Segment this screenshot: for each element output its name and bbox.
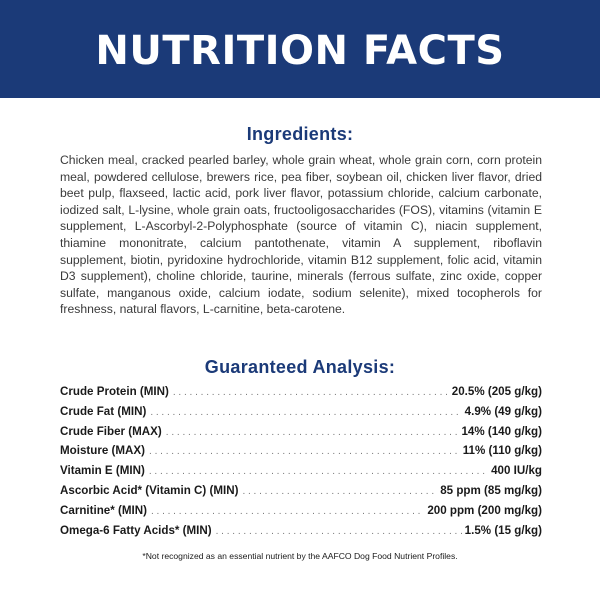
analysis-row-vitamin-e — [60, 464, 542, 484]
analysis-label: Vitamin E (MIN) — [60, 464, 145, 478]
analysis-label: Carnitine* (MIN) — [60, 503, 147, 517]
analysis-row-omega-6 — [60, 524, 542, 544]
analysis-value: 400 IU/kg — [491, 464, 542, 478]
footnote: *Not recognized as an essential nutrient by the AAFCO Dog Food Nutrient Profiles. — [142, 551, 458, 561]
analysis-value: 85 ppm (85 mg/kg) — [440, 483, 542, 497]
guaranteed-analysis-list — [60, 385, 542, 543]
analysis-label: Crude Fat (MIN) — [60, 404, 147, 418]
analysis-label: Ascorbic Acid* (Vitamin C) (MIN) — [60, 483, 239, 497]
ingredients-heading: Ingredients: — [246, 124, 354, 144]
header-banner — [0, 0, 600, 98]
analysis-label: Moisture (MAX) — [60, 444, 146, 458]
dot-leader — [150, 407, 461, 418]
analysis-value: 1.5% (15 g/kg) — [464, 523, 542, 537]
analysis-value: 20.5% (205 g/kg) — [451, 385, 542, 398]
analysis-label: Crude Protein (MIN) — [60, 385, 169, 398]
dot-leader — [242, 486, 437, 497]
dot-leader — [151, 506, 424, 517]
analysis-value: 4.9% (49 g/kg) — [464, 404, 542, 418]
analysis-row-carnitine — [60, 504, 542, 524]
analysis-row-crude-protein — [60, 385, 542, 405]
ingredients-text: Chicken meal, cracked pearled barley, whole grain wheat, whole grain corn, corn protein meal, powdered cellulose, brewers rice, pea fiber, soybean oil, chicken liver flavor, dried beet pulp, flaxseed, lactic acid, pork liver flavor, potassium chloride, calcium carbonate, iodized salt, L-lysine, whole grain oats, fructooligosaccharides (FOS), vitamins (vitamin E supplement, L-Ascorbyl-2-Polyphosphate (source of vitamin C), niacin supplement, thiamine mononitrate, calcium pantothenate, vitamin A supplement, riboflavin supplement, biotin, pyridoxine hydrochloride, vitamin B12 supplement, folic acid, vitamin D3 supplement), choline chloride, taurine, minerals (ferrous sulfate, zinc oxide, copper sulfate, manganous oxide, calcium iodate, sodium selenite), mixed tocopherols for freshness, natural flavors, L-carnitine, beta-carotene. — [60, 153, 542, 317]
dot-leader — [216, 526, 462, 537]
analysis-row-crude-fat — [60, 405, 542, 425]
analysis-row-moisture — [60, 444, 542, 464]
analysis-row-crude-fiber — [60, 425, 542, 445]
analysis-label: Crude Fiber (MAX) — [60, 424, 162, 438]
analysis-value: 11% (110 g/kg) — [462, 444, 542, 458]
dot-leader — [166, 427, 459, 438]
page-title: NUTRITION FACTS — [95, 28, 505, 74]
guaranteed-analysis-heading: Guaranteed Analysis: — [204, 357, 396, 377]
analysis-row-ascorbic-acid — [60, 484, 542, 504]
dot-leader — [173, 387, 449, 398]
analysis-value: 200 ppm (200 mg/kg) — [427, 503, 542, 517]
dot-leader — [149, 446, 460, 457]
analysis-label: Omega-6 Fatty Acids* (MIN) — [60, 523, 212, 537]
analysis-value: 14% (140 g/kg) — [461, 424, 542, 438]
dot-leader — [149, 466, 488, 477]
